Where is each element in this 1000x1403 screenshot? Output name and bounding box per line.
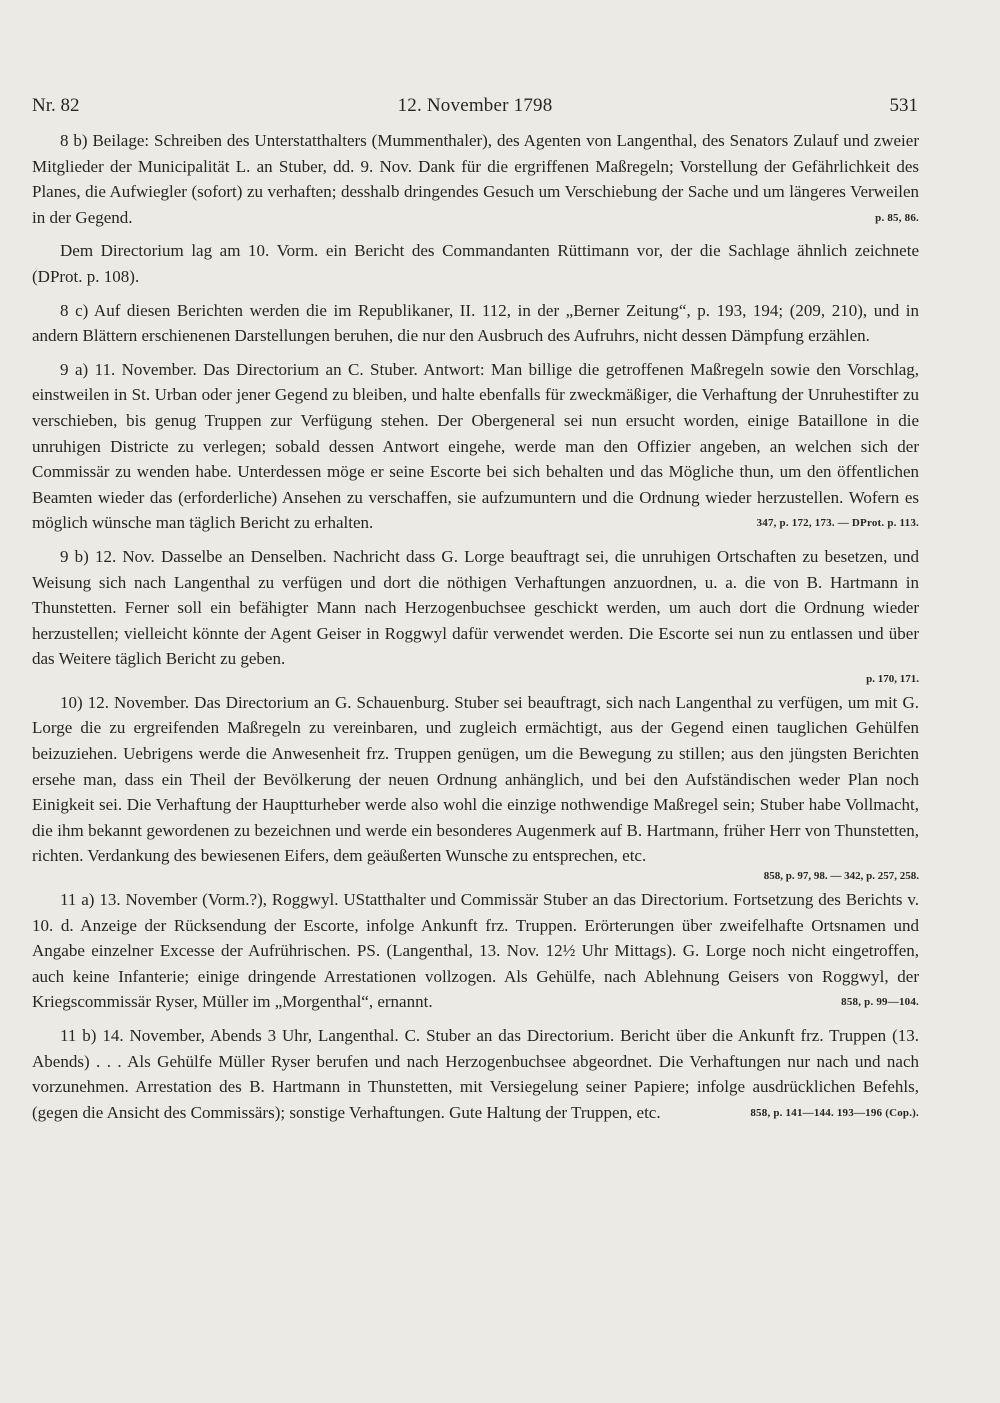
paragraph-text: Dem Directorium lag am 10. Vorm. ein Bericht des Commandanten Rüttimann vor, der die Sachlage ähnlich zeichnete (DProt. p. 108). (32, 241, 919, 286)
paragraph-10 (32, 690, 919, 869)
paragraph-8c (32, 298, 919, 349)
archive-reference: 858, p. 97, 98. — 342, p. 257, 258. (763, 870, 919, 883)
paragraph-11a (32, 887, 919, 1015)
archive-reference: p. 170, 171. (866, 672, 919, 685)
paragraph-text: 10) 12. November. Das Directorium an G. Schauenburg. Stuber sei beauftragt, sich nach Langenthal zu verfügen, um mit G. Lorge die zu ergreifenden Maßregeln zu vereinbaren, und zugleich ermächtigt, aus der Gegend einen tauglichen Gehülfen beizuziehen. Uebrigens werde die Anwesenheit frz. Truppen genügen, um die Bewegung zu stillen; aus den jüngsten Berichten ersehe man, dass ein Theil der Bevölkerung der neuen Ordnung anhänglich, und bei den Aufständischen weder Plan noch Einigkeit sei. Die Verhaftung der Hauptturheber werde also wohl die einzige nothwendige Maßregel sein; Stuber habe Vollmacht, die ihm bekannt gewordenen zu bezeichnen und werde ein besonderes Augenmerk auf B. Hartmann, früher Herr von Thunstetten, richten. Verdankung des bewiesenen Eifers, dem geäußerten Wunsche zu entsprechen, etc. (32, 692, 919, 866)
paragraph-9b (32, 544, 919, 672)
archive-reference: 347, p. 172, 173. — DProt. p. 113. (756, 517, 919, 530)
paragraph-text: 8 c) Auf diesen Berichten werden die im Republikaner, II. 112, in der „Berner Zeitung“, p. 193, 194; (209, 210), und in andern Blättern erschienenen Darstellungen beruhen, die nur den Ausbruch des Aufruhrs, nicht dessen Dämpfung erzählen. (32, 300, 919, 346)
paragraph-9a (32, 357, 919, 536)
paragraph-directorium-note (32, 238, 919, 289)
paragraph-text: 9 a) 11. November. Das Directorium an C. Stuber. Antwort: Man billige die getroffenen Maßregeln sowie den Vorschlag, einstweilen in St. Urban oder jener Gegend zu bleiben, und halte ebenfalls für zweckmäßiger, die Verhaftung der Unruhestifter zu verschieben, bis genug Truppen zur Verfügung stehen. Der Obergeneral sei nun ersucht worden, einige Bataillone in die unruhigen Districte zu verlegen; sobald dessen Antwort eingehe, werde man den Offizier angeben, an welchen sich der Commissär zu wenden habe. Unterdessen möge er seine Escorte bei sich behalten und das Mögliche thun, um den öffentlichen Beamten wieder das (erforderliche) Ansehen zu verschaffen, sie aufzumuntern und die Ordnung wieder herzustellen. Wofern es möglich wünsche man täglich Bericht zu erhalten. (32, 359, 919, 533)
document-body (32, 128, 919, 1133)
paragraph-8b (32, 128, 919, 230)
document-number: Nr. 82 (32, 95, 80, 116)
archive-reference: 858, p. 141—144. 193—196 (Cop.). (750, 1106, 919, 1119)
paragraph-11b (32, 1023, 919, 1125)
archive-reference: p. 85, 86. (875, 211, 919, 224)
header-date: 12. November 1798 (397, 95, 553, 116)
archive-reference: 858, p. 99—104. (841, 996, 919, 1009)
paragraph-text: 11 a) 13. November (Vorm.?), Roggwyl. UStatthalter und Commissär Stuber an das Directorium. Fortsetzung des Berichts v. 10. d. Anzeige der Rücksendung der Escorte, infolge Ankunft frz. Truppen. Erörterungen über zweifelhafte Ortsnamen und Angabe einzelner Excesse der Aufrührischen. PS. (Langenthal, 13. Nov. 12½ Uhr Mittags). G. Lorge noch nicht eingetroffen, auch keine Infanterie; einige dringende Arrestationen vollzogen. Als Gehülfe, nach Ablehnung Geisers von Roggwyl, der Kriegscommissär Ryser, Müller im „Morgenthal“, ernannt. (32, 890, 919, 1012)
paragraph-text: 11 b) 14. November, Abends 3 Uhr, Langenthal. C. Stuber an das Directorium. Bericht über die Ankunft frz. Truppen (13. Abends) . . . Als Gehülfe Müller Ryser berufen und nach Herzogenbuchsee abgeordnet. Die Verhaftungen nur nach und nach vorzunehmen. Arrestation des B. Hartmann in Thunstetten, mit Versiegelung seiner Papiere; infolge ausdrücklichen Befehls, (gegen die Ansicht des Commissärs); sonstige Verhaftungen. Gute Haltung der Truppen, etc. (32, 1026, 919, 1122)
paragraph-text: 9 b) 12. Nov. Dasselbe an Denselben. Nachricht dass G. Lorge beauftragt sei, die unruhigen Ortschaften zu besetzen, und Weisung sich nach Langenthal zu verfügen und dort die nöthigen Verhaftungen anzuordnen, u. a. die von B. Hartmann in Thunstetten. Ferner soll ein befähigter Mann nach Herzogenbuchsee geschickt werden, um auch dort die Ordnung wieder herzustellen; vielleicht könnte der Agent Geiser in Roggwyl dafür verwendet werden. Die Escorte sei nun zu entlassen und über das Weitere täglich Bericht zu geben. (32, 546, 919, 669)
paragraph-text: 8 b) Beilage: Schreiben des Unterstatthalters (Mummenthaler), des Agenten von Langenthal, des Senators Zulauf und zweier Mitglieder der Municipalität L. an Stuber, dd. 9. Nov. Dank für die ergriffenen Maßregeln; Vorstellung der Gefährlichkeit des Planes, die Aufwiegler (sofort) zu verhaften; desshalb dringendes Gesuch um Verschiebung der Sache und um längeres Verweilen in der Gegend. (32, 131, 919, 227)
page-number: 531 (889, 95, 918, 116)
page-header (32, 93, 918, 119)
